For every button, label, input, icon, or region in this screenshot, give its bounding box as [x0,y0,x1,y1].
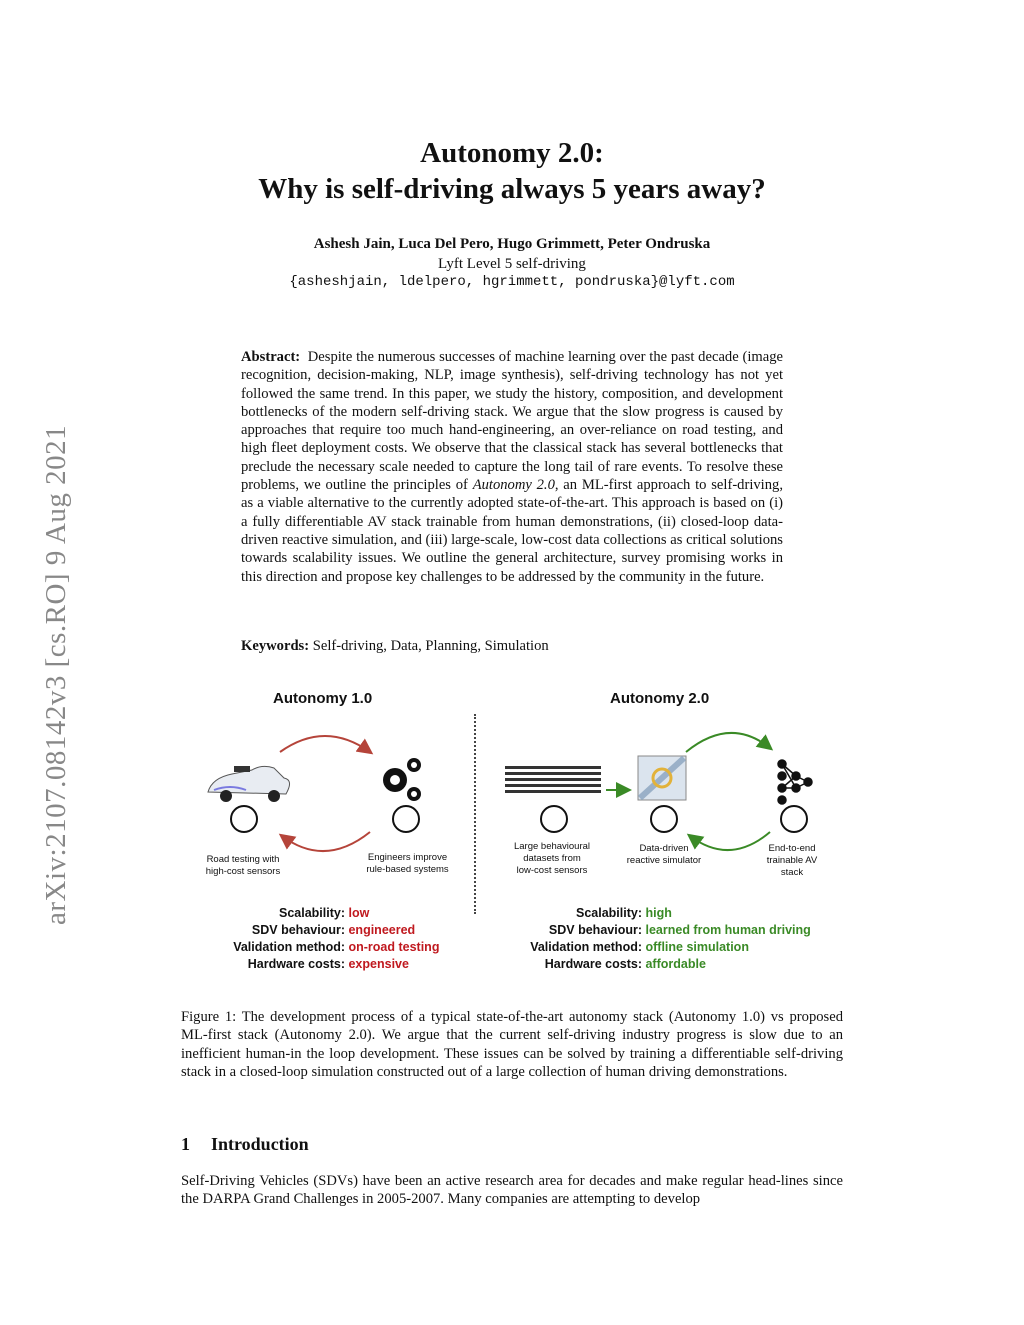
caption-road-testing: Road testing with high-cost sensors [205,854,281,877]
abstract-text-1: Despite the numerous successes of machine learning over the past decade (image recognition, decision-making, NLP, image synthesis), self-driving technology has not yet followed the same trend. In this paper, we study the history, composition, and development bottlenecks of the modern self-driving stack. We argue that the slow progress is caused by approaches that require too much hand-engineering, an over-reliance on road testing, and high fleet deployment costs. We observe that the classical stack has several bottlenecks that preclude the necessary scale needed to capture the long tail of rare events. To resolve these problems, we outline the principles of [241,349,783,494]
section-number: 1 [181,1134,190,1154]
abstract-emph: Autonomy 2.0 [472,477,555,494]
prop-value-hardware-1: expensive [348,957,409,971]
caption-stack: End-to-end trainable AV stack [766,843,818,878]
intro-paragraph: Self-Driving Vehicles (SDVs) have been an active research area for decades and make regular head-lines since the DARPA Grand Challenges in 2005-2007. Many companies are attempting to develop [181,1173,843,1208]
section-title: Introduction [211,1134,309,1154]
prop-label-validation-1: Validation method: [233,940,345,954]
caption-datasets: Large behavioural datasets from low-cost sensors [513,841,591,876]
stack-icon [780,805,808,833]
abstract-text-2: , an ML-first approach to self-driving, as a viable alternative to the currently adopted state-of-the-art. This approach is based on (i) a fully differentiable AV stack trainable from human demonstrations, (ii) closed-loop data-driven reactive simulation, and (iii) large-scale, low-cost data collections as critical solutions towards scalability issues. We outline the general architecture, survey promising works in this direction and propose key challenges to be addressed by the community in the future. [241,477,783,585]
person-icon-testing [230,805,258,833]
props-autonomy-1 [188,906,439,974]
prop-label-scalability-1: Scalability: [279,906,345,920]
simulator-map-icon [638,756,686,800]
arrow-top-red [280,736,370,752]
keywords [241,638,783,655]
prop-label-behaviour-1: SDV behaviour: [251,923,345,937]
person-icon-engineer [392,805,420,833]
car-icon [208,766,290,802]
authors: Ashesh Jain, Luca Del Pero, Hugo Grimmett, Peter Ondruska [313,236,711,252]
caption-simulator: Data-driven reactive simulator [626,843,702,866]
figure-caption: Figure 1: The development process of a typical state-of-the-art autonomy stack (Autonomy 1.0) vs proposed ML-first stack (Autonomy 2.0). We argue that the current self-driving industry progress is slow due to an inefficient human-in the loop development. These issues can be solved by training a differentiable self-driving stack in a closed-loop simulation constructed out of a large collection of human driving demonstrations. [181,1009,843,1080]
prop-label-scalability-2: Scalability: [576,906,642,920]
abstract-label: Abstract: [241,349,301,365]
gears-icon [383,758,421,801]
prop-value-validation-2: offline simulation [645,940,749,954]
props-autonomy-2 [496,906,811,974]
prop-value-behaviour-2: learned from human driving [645,923,811,937]
prop-value-behaviour-1: engineered [348,923,416,937]
autonomy-1-diagram [190,720,470,860]
prop-label-behaviour-2: SDV behaviour: [548,923,642,937]
caption-engineers: Engineers improve rule-based systems [366,852,449,875]
dataset-icon [505,766,601,793]
abstract [241,348,783,586]
person-icon-dataset [540,805,568,833]
neural-network-icon [778,760,812,804]
figure-divider [474,714,476,914]
paper-title [0,135,1024,207]
prop-value-scalability-1: low [348,906,370,920]
simulator-icon [650,805,678,833]
autonomy-2-diagram [500,720,830,860]
figure-heading-autonomy-2: Autonomy 2.0 [610,690,710,707]
prop-label-hardware-1: Hardware costs: [247,957,345,971]
arrow-top-green [686,733,770,752]
arrow-bottom-red [282,832,370,851]
title-line-1: Autonomy 2.0: [420,137,604,169]
prop-label-validation-2: Validation method: [530,940,642,954]
prop-label-hardware-2: Hardware costs: [544,957,642,971]
prop-value-hardware-2: affordable [645,957,706,971]
author-emails: {asheshjain, ldelpero, hgrimmett, pondruska}@lyft.com [289,274,735,290]
title-line-2: Why is self-driving always 5 years away? [258,173,766,205]
figure-heading-autonomy-1: Autonomy 1.0 [273,690,373,707]
affiliation: Lyft Level 5 self-driving [438,256,586,272]
arxiv-sidebar-id: arXiv:2107.08142v3 [cs.RO] 9 Aug 2021 [40,424,72,925]
section-heading [181,1134,309,1155]
prop-value-validation-1: on-road testing [348,940,440,954]
prop-value-scalability-2: high [645,906,672,920]
keywords-label: Keywords: [241,638,310,654]
keywords-text: Self-driving, Data, Planning, Simulation [312,638,549,654]
